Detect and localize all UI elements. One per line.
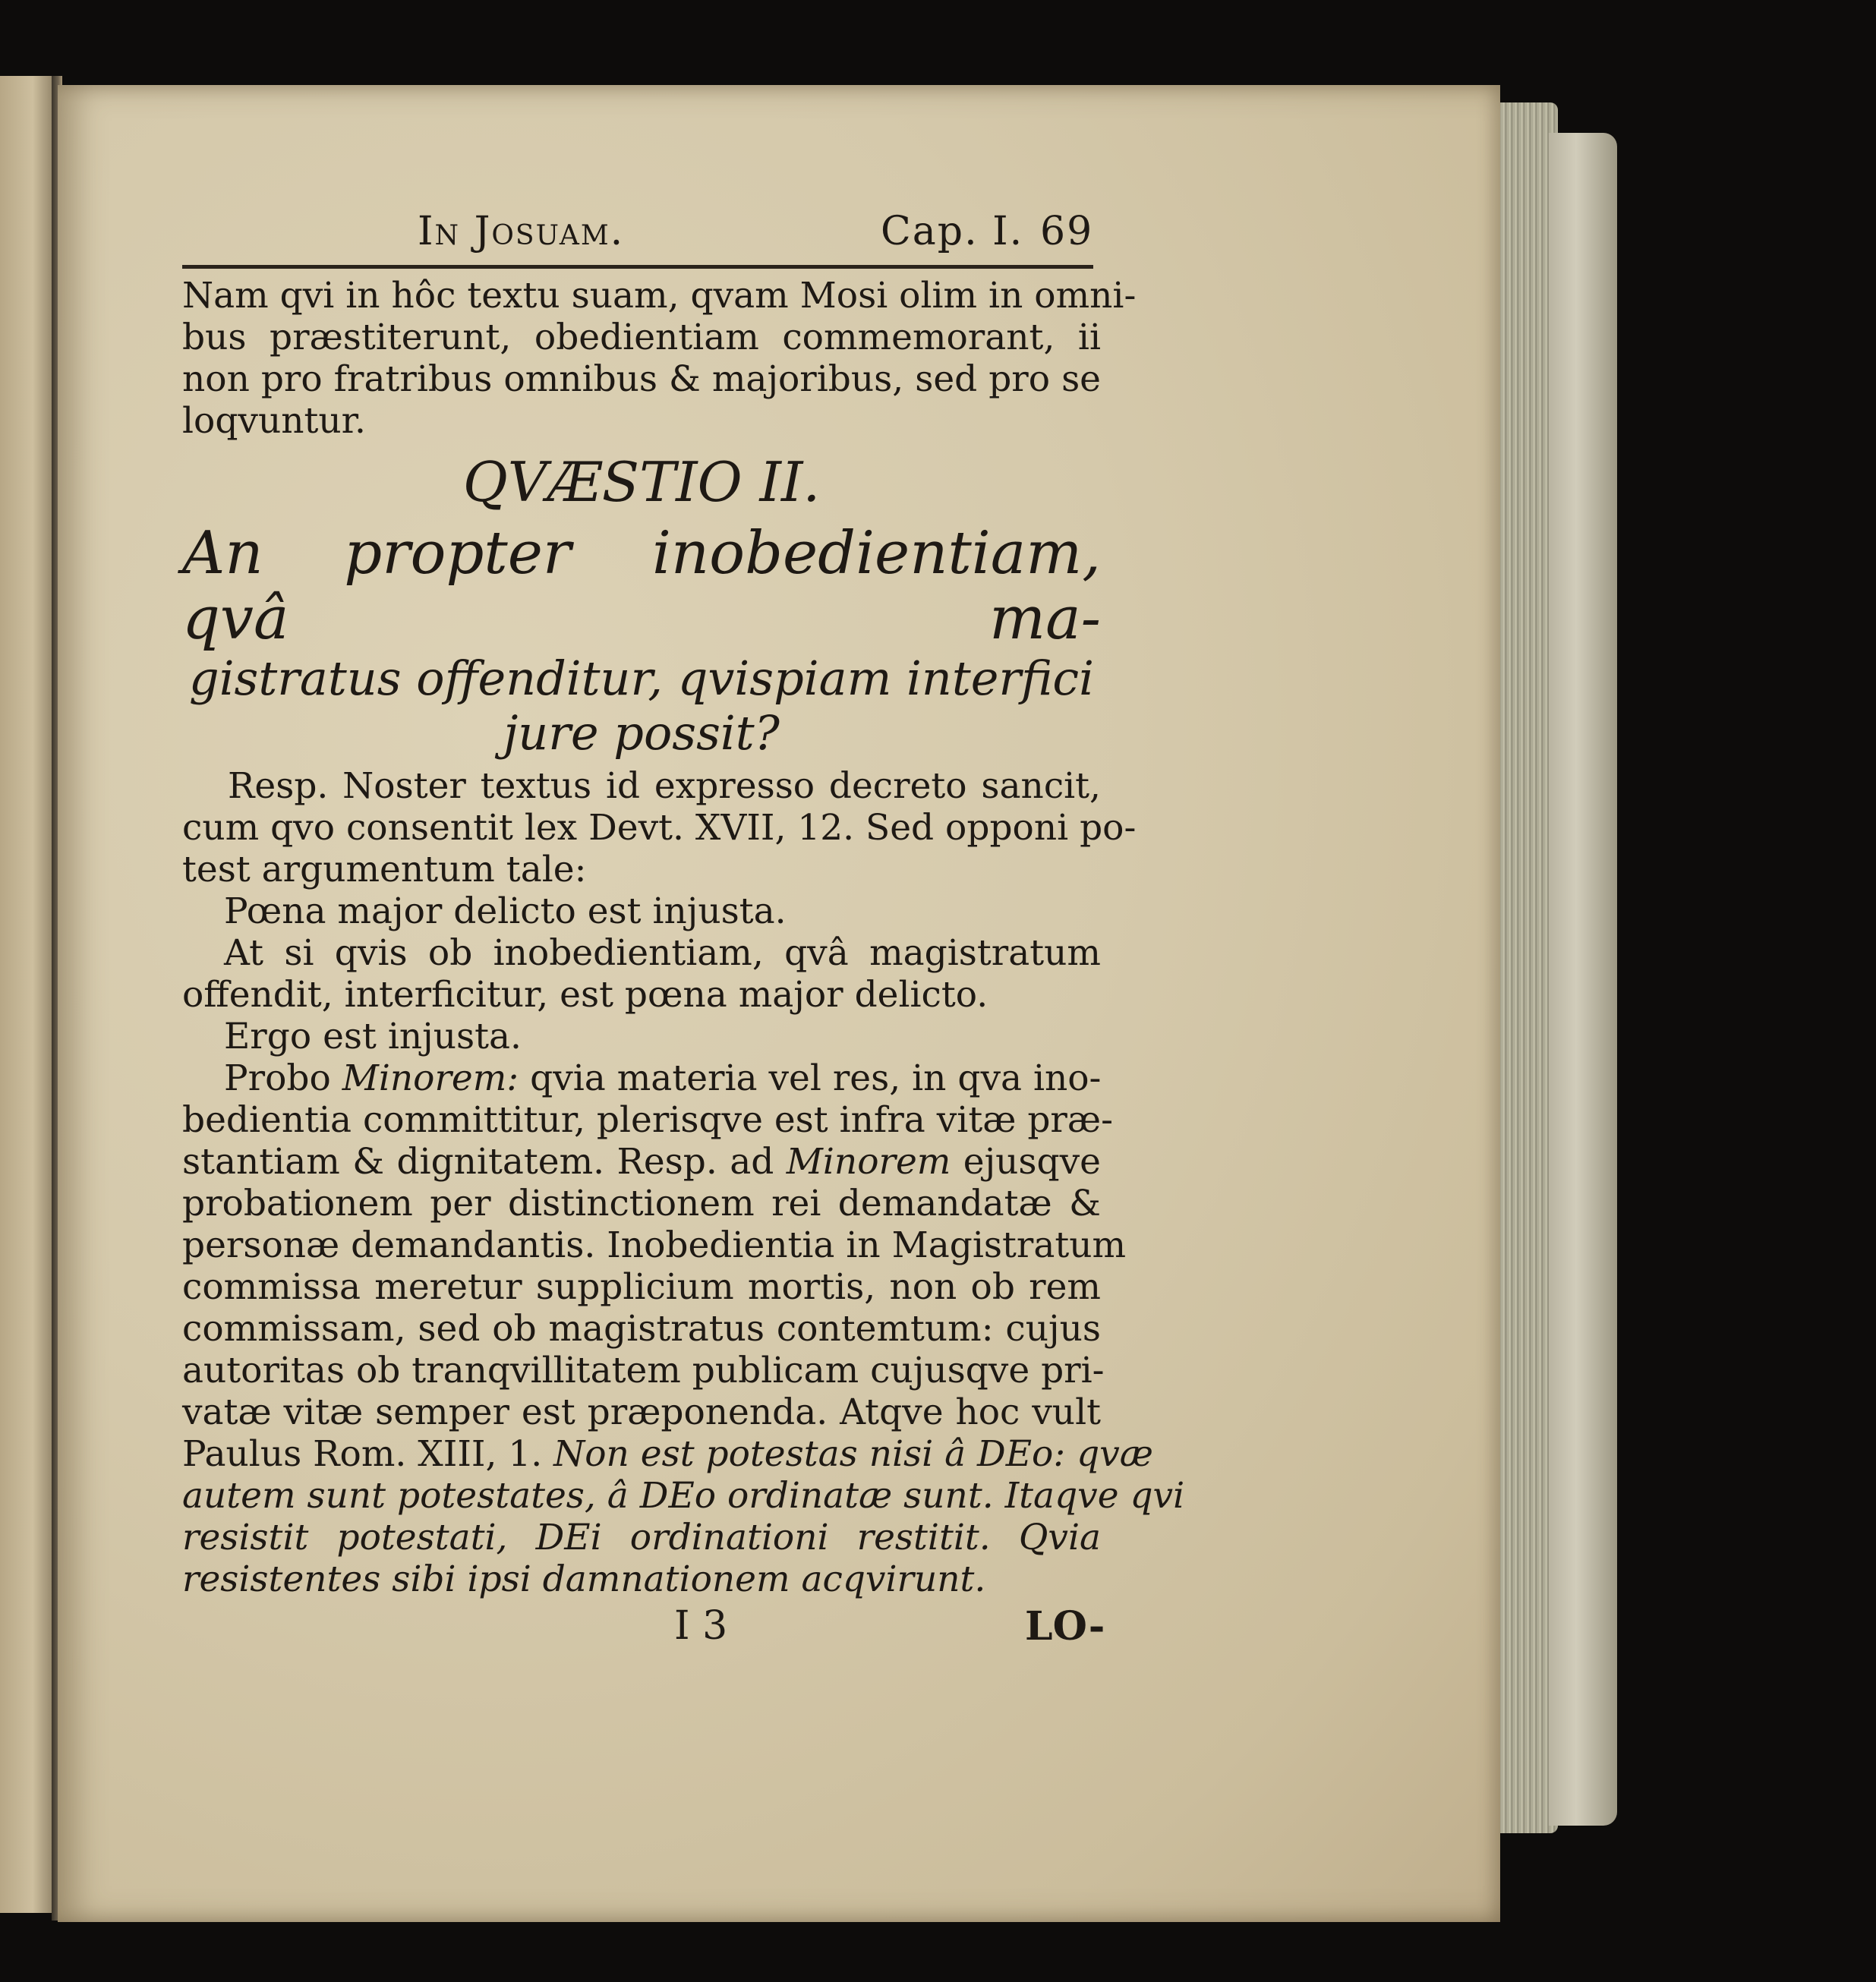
- text-line: test argumentum tale:: [182, 849, 587, 890]
- resp-after: ejusqve: [963, 1141, 1101, 1183]
- text-line: probationem per distinctionem rei demandatæ &: [182, 1183, 1101, 1224]
- page-text-block: [182, 209, 1185, 1656]
- text-line: commissam, sed ob magistratus contemtum: cujus: [182, 1308, 1101, 1350]
- syllogism-line: Ergo est injusta.: [224, 1016, 522, 1057]
- scripture-quote: [182, 1475, 1185, 1600]
- probo-rest: qvia materia vel res, in qva ino-: [530, 1057, 1102, 1099]
- minorem-word: Minorem: [786, 1141, 951, 1183]
- text-line: autoritas ob tranqvillitatem publicam cujusqve pri-: [182, 1350, 1105, 1391]
- text-line: personæ demandantis. Inobedientia in Magistratum: [182, 1224, 1127, 1266]
- minorem-word: Minorem:: [342, 1057, 519, 1099]
- question-line: An propter inobedientiam, qvâ ma-: [182, 519, 1101, 653]
- resp-before: stantiam & dignitatem. Resp. ad: [182, 1141, 774, 1183]
- text-line: commissa meretur supplicium mortis, non ob rem: [182, 1266, 1101, 1308]
- text-line: non pro fratribus omnibus & majoribus, sed pro se: [182, 358, 1101, 400]
- header-rule: [182, 265, 1093, 269]
- quote-line: resistit potestati, DEi ordinationi restitit. Qvia: [182, 1517, 1101, 1558]
- text-line: [182, 1057, 1101, 1099]
- question-line: jure possit?: [503, 705, 780, 761]
- text-line: Nam qvi in hôc textu suam, qvam Mosi olim in omni-: [182, 275, 1137, 317]
- running-head: In Josuam.: [418, 209, 625, 254]
- text-line: [182, 1433, 1153, 1475]
- text-line: bedientia committitur, plerisqve est infra vitæ præ-: [182, 1099, 1113, 1141]
- quaestio-heading: QVÆSTIO II.: [462, 450, 821, 514]
- page-header: [182, 209, 1101, 262]
- facing-page-edge: [0, 76, 55, 1913]
- probo-word: Probo: [224, 1057, 331, 1099]
- text-line: vatæ vitæ semper est præponenda. Atqve hoc vult: [182, 1391, 1101, 1433]
- text-line: Resp. Noster textus id expresso decreto sancit,: [228, 765, 1101, 807]
- paulus-ref: Paulus Rom. XIII, 1.: [182, 1433, 543, 1475]
- chapter-label: Cap. I.: [881, 209, 1024, 254]
- syllogism-line: Pœna major delicto est injusta.: [224, 890, 787, 932]
- catchword: LO-: [1025, 1603, 1105, 1650]
- quote-line: autem sunt potestates, â DEo ordinatæ sunt. Itaqve qvi: [182, 1475, 1185, 1517]
- page-footer: [182, 1603, 1105, 1656]
- book-cover-board: [1549, 133, 1617, 1826]
- text-line: loqvuntur.: [182, 400, 366, 442]
- syllogism-line: At si qvis ob inobedientiam, qvâ magistratum: [224, 932, 1101, 974]
- text-line: cum qvo consentit lex Devt. XVII, 12. Sed opponi po-: [182, 807, 1137, 849]
- question-line: gistratus offenditur, qvispiam interfici: [189, 651, 1094, 706]
- paulus-quote: Non est potestas nisi â DEo: qvæ: [553, 1433, 1153, 1475]
- text-line: [182, 1141, 1101, 1183]
- quote-line: resistentes sibi ipsi damnationem acqvirunt.: [182, 1558, 986, 1600]
- signature-mark: I 3: [674, 1603, 728, 1649]
- syllogism-line: offendit, interficitur, est pœna major delicto.: [182, 974, 988, 1016]
- folio-number: 69: [1040, 209, 1094, 254]
- text-line: bus præstiterunt, obedientiam commemorant, ii: [182, 317, 1101, 358]
